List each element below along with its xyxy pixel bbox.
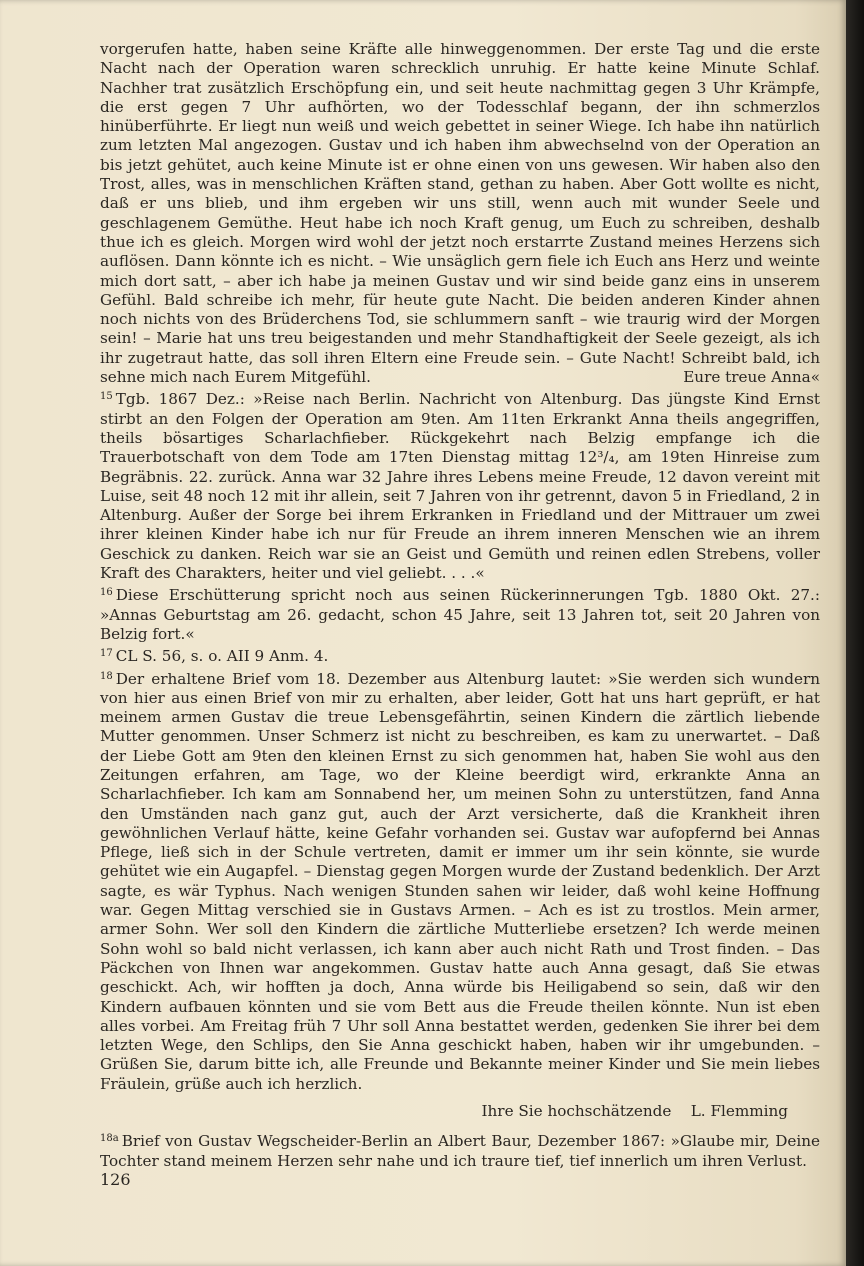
letter-signature: Eure treue Anna« xyxy=(683,368,820,387)
footnote-18a xyxy=(100,1129,820,1171)
footnote-text: Brief von Gustav Wegscheider-Berlin an Albert Baur, Dezember 1867: »Glaube mir, Deine Tochter stand meinem Herzen sehr nahe und ich traure tief, tief innerlich um ihren Verlust. xyxy=(100,1132,820,1170)
footnote-15 xyxy=(100,387,820,583)
footnote-text: Der erhaltene Brief vom 18. Dezember aus Altenburg lautet: »Sie werden sich wundern von hier aus einen Brief von mir zu erhalten, aber leider, Gott hat uns hart geprüft, er hat meinem armen Gustav die treue Lebensgefährtin, seinen Kindern die zärtlich liebende Mutter genommen. Unser Schmerz ist nicht zu beschreiben, es kam zu unerwartet. – Daß der Liebe Gott am 9ten den kleinen Ernst zu sich genommen hat, haben Sie wohl aus den Zeitungen erfahren, am Tage, wo der Kleine beerdigt wird, erkrankte Anna an Scharlachfieber. Ich kam am Sonnabend her, um meinen Sohn zu unterstützen, fand Anna den Umständen nach ganz gut, auch der Arzt versicherte, daß die Krankheit ihren gewöhnlichen Verlauf hätte, keine Gefahr vorhanden sei. Gustav war aufopfernd bei Annas Pflege, ließ sich in der Schule vertreten, damit er immer um ihr sein könnte, sie wurde gehütet wie ein Augapfel. – Dienstag gegen Morgen wurde der Zustand bedenklich. Der Arzt sagte, es wär Typhus. Nach wenigen Stunden sahen wir leider, daß wohl keine Hoffnung war. Gegen Mittag verschied sie in Gustavs Armen. – Ach es ist zu trostlos. Mein armer, armer Sohn. Wer soll den Kindern die zärtliche Mutterliebe ersetzen? Ich werde meinen Sohn wohl so bald nicht verlassen, ich kann aber auch nicht Rath und Trost finden. – Das Päckchen von Ihnen war angekommen. Gustav hatte auch Anna gesagt, daß Sie etwas geschickt. Ach, wir hofften ja doch, Anna würde bis Heiligabend so sein, daß wir den Kindern aufbauen könnten und sie vom Bett aus die Freude theilen könnte. Nun ist eben alles vorbei. Am Freitag früh 7 Uhr soll Anna bestattet werden, gedenken Sie ihrer bei dem letzten Wege, den Schlips, den Sie Anna geschickt haben, haben wir ihr umgebunden. – Grüßen Sie, darum bitte ich, alle Freunde und Bekannte meiner Kinder und Sie mein liebes Fräulein, grüße auch ich herzlich. xyxy=(100,669,820,1093)
footnote-number: 18 xyxy=(100,670,113,682)
footnote-text: CL S. 56, s. o. AII 9 Anm. 4. xyxy=(115,647,329,666)
footnote-18 xyxy=(100,667,820,1095)
page-body xyxy=(100,40,820,1171)
footnote-number: 16 xyxy=(100,587,113,599)
footnote-number: 17 xyxy=(100,648,113,660)
footnote-text: Tgb. 1867 Dez.: »Reise nach Berlin. Nachricht von Altenburg. Das jüngste Kind Ernst stirbt an den Folgen der Operation am 9ten. Am 11ten Erkrankt Anna theils angegriffen, theils bösartiges Scharlachfieber. Rückgekehrt nach Belzig empfange ich die Trauerbotschaft von dem Tode am 17ten Dienstag mittag 12³/₄, am 19ten Hinreise zum Begräbnis. 22. zurück. Anna war 32 Jahre ihres Lebens meine Freude, 12 davon vereint mit Luise, seit 48 noch 12 mit ihr allein, seit 7 Jahren von ihr getrennt, davon 5 in Friedland, 2 in Altenburg. Außer der Sorge bei ihrem Erkranken in Friedland und der Mittrauer um zwei ihrer kleinen Kinder habe ich nur für Freude an ihrem inneren Menschen wie an ihrem Geschick zu danken. Reich war sie an Geist und Gemüth und reinen edlen Strebens, voller Kraft des Charakters, heiter und viel geliebt. . . .« xyxy=(100,390,820,583)
book-spine-shadow xyxy=(846,0,864,1266)
footnote-number: 15 xyxy=(100,391,113,403)
letter-continuation-paragraph xyxy=(100,40,820,387)
footnote-text: Diese Erschütterung spricht noch aus seinen Rückerinnerungen Tgb. 1880 Okt. 27.: »Annas Geburtstag am 26. gedacht, schon 45 Jahre, seit 13 Jahren tot, seit 20 Jahren von Belzig fort.« xyxy=(100,586,820,643)
page-number: 126 xyxy=(100,1170,131,1189)
footnote-number: 18a xyxy=(100,1133,119,1145)
letter-closing: Ihre Sie hochschätzende L. Flemming xyxy=(481,1102,788,1121)
footnote-17 xyxy=(100,644,820,666)
letter-text: vorgerufen hatte, haben seine Kräfte alle hinweggenommen. Der erste Tag und die erste Nacht nach der Operation waren schrecklich unruhig. Er hatte keine Minute Schlaf. Nachher trat zusätzlich Erschöpfung ein, und seit heute nachmittag gegen 3 Uhr Krämpfe, die erst gegen 7 Uhr aufhörten, wo der Todesschlaf begann, der ihn schmerzlos hinüberführte. Er liegt nun weiß und weich gebettet in seiner Wiege. Ich habe ihn natürlich zum letzten Mal angezogen. Gustav und ich haben ihm abwechselnd von der Operation an bis jetzt gehütet, auch keine Minute ist er ohne einen von uns gewesen. Wir haben also den Trost, alles, was in menschlichen Kräften stand, gethan zu haben. Aber Gott wollte es nicht, daß er uns blieb, und ihm ergeben wir uns still, wenn auch mit wunder Seele und geschlagenem Gemüthe. Heut habe ich noch Kraft genug, um Euch zu schreiben, deshalb thue ich es gleich. Morgen wird wohl der jetzt noch erstarrte Zustand meines Herzens sich auflösen. Dann könnte ich es nicht. – Wie unsäglich gern fiele ich Euch ans Herz und weinte mich dort satt, – aber ich habe ja meinen Gustav und wir sind beide ganz eins in unserem Gefühl. Bald schreibe ich mehr, für heute gute Nacht. Die beiden anderen Kinder ahnen noch nichts von des Brüderchens Tod, sie schlummern sanft – wie traurig wird der Morgen sein! – Marie hat uns treu beigestanden und mehr Standhaftigkeit der Seele gezeigt, als ich ihr zugetraut hatte, das soll ihren Eltern eine Freude sein. – Gute Nacht! Schreibt bald, ich sehne mich nach Eurem Mitgefühl. xyxy=(100,40,820,387)
footnote-16 xyxy=(100,583,820,644)
